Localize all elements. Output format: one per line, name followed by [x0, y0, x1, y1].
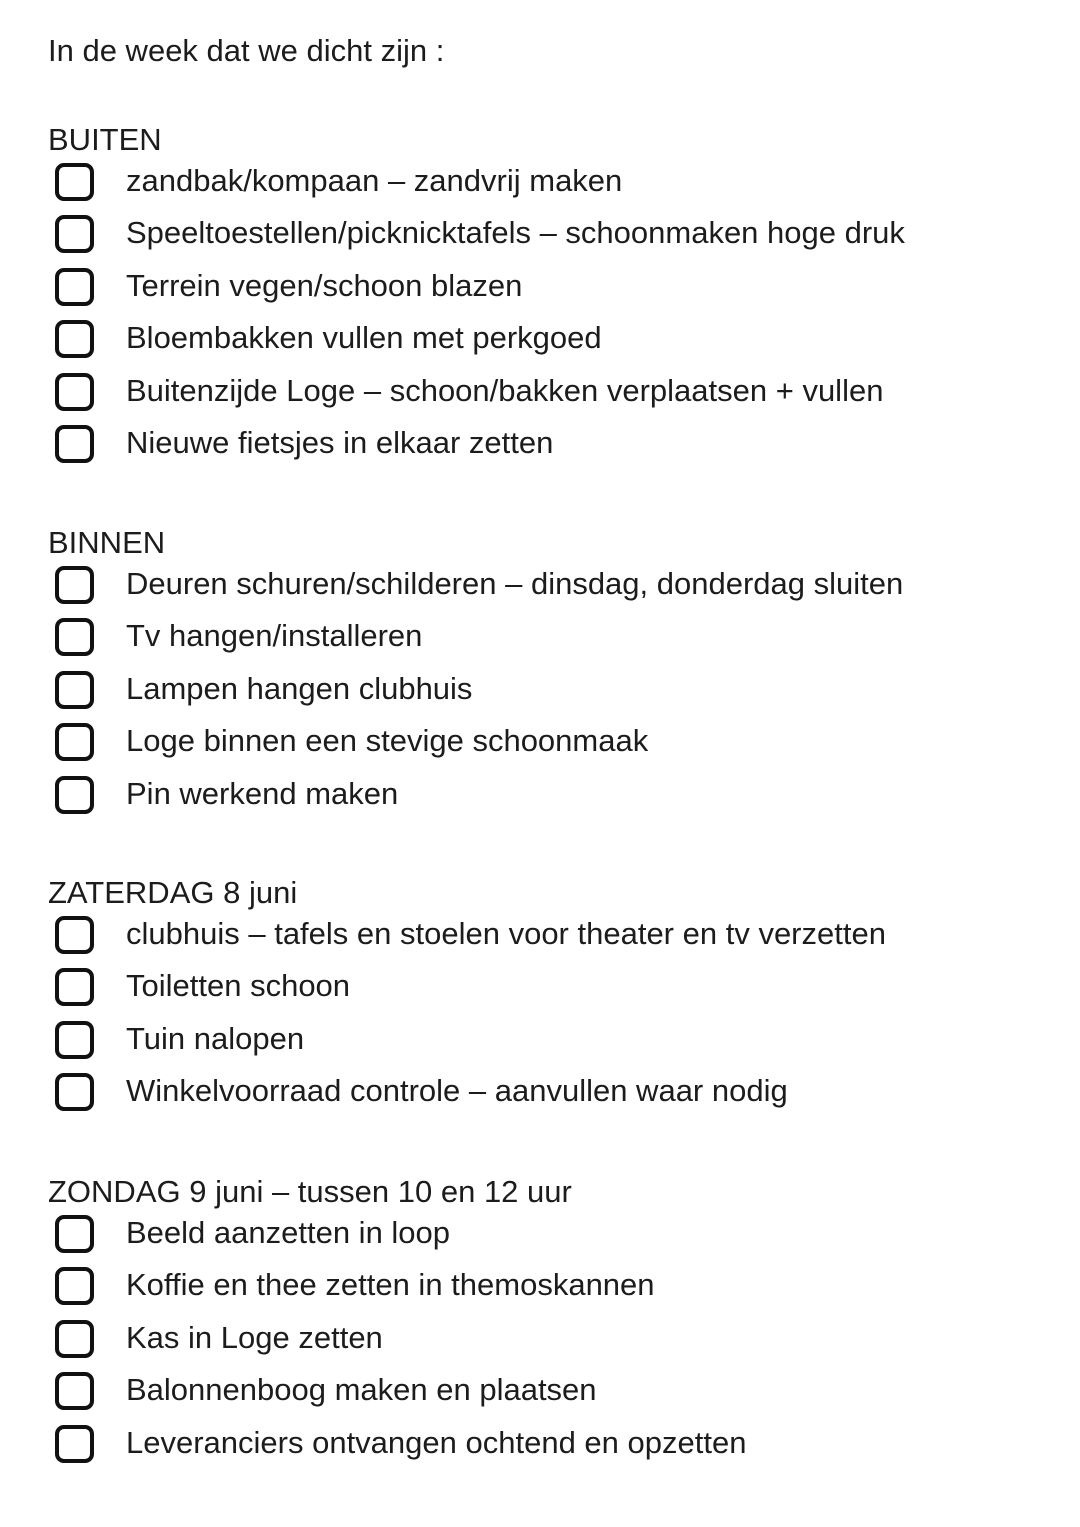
checkbox[interactable]: [55, 268, 94, 306]
checkbox[interactable]: [55, 1073, 94, 1111]
section-heading: ZONDAG 9 juni – tussen 10 en 12 uur: [48, 1174, 572, 1209]
checklist-item: [48, 315, 1048, 367]
checkbox[interactable]: [55, 916, 94, 954]
checklist-item-label: Buitenzijde Loge – schoon/bakken verplaatsen + vullen: [126, 372, 884, 408]
checklist-item: [48, 1210, 1048, 1262]
checklist-item: [48, 158, 1048, 210]
checklist-item-label: Winkelvoorraad controle – aanvullen waar nodig: [126, 1073, 788, 1109]
checklist-item: [48, 911, 1048, 963]
checklist-item-label: zandbak/kompaan – zandvrij maken: [126, 163, 623, 198]
checklist-item: [48, 1420, 1048, 1472]
checklist-item: [48, 771, 1048, 823]
checklist-item: [48, 1068, 1048, 1120]
checkbox[interactable]: [55, 1320, 94, 1358]
checklist-item: [48, 210, 1048, 262]
checklist-item-label: Leveranciers ontvangen ochtend en opzetten: [126, 1424, 747, 1460]
section-heading: BUITEN: [48, 122, 162, 157]
checkbox[interactable]: [55, 618, 94, 656]
checklist-item-label: Tuin nalopen: [126, 1020, 305, 1056]
checklist-item-label: Bloembakken vullen met perkgoed: [126, 320, 602, 356]
checkbox[interactable]: [55, 1021, 94, 1059]
checklist-item: [48, 963, 1048, 1015]
checklist-item: [48, 666, 1048, 718]
section-heading: BINNEN: [48, 525, 166, 560]
checklist-item-label: Pin werkend maken: [126, 775, 399, 811]
checkbox[interactable]: [55, 1267, 94, 1305]
checkbox[interactable]: [55, 1425, 94, 1463]
section-zondag: [48, 1174, 1048, 1472]
checkbox[interactable]: [55, 776, 94, 814]
checklist-item: [48, 1315, 1048, 1367]
checklist-item: [48, 1016, 1048, 1068]
checkbox[interactable]: [55, 425, 94, 463]
checklist-item-label: Koffie en thee zetten in themoskannen: [126, 1267, 655, 1303]
checkbox[interactable]: [55, 215, 94, 253]
checkbox[interactable]: [55, 968, 94, 1006]
checkbox[interactable]: [55, 320, 94, 358]
section-zaterdag: [48, 875, 1048, 1121]
section-buiten: [48, 122, 1048, 472]
section-heading: ZATERDAG 8 juni: [48, 875, 298, 910]
checkbox[interactable]: [55, 723, 94, 761]
checklist-item-label: clubhuis – tafels en stoelen voor theater en tv verzetten: [126, 916, 886, 951]
checklist-item: [48, 420, 1048, 472]
checklist-item: [48, 613, 1048, 665]
checklist-item-label: Terrein vegen/schoon blazen: [126, 267, 523, 303]
checklist-item-label: Speeltoestellen/picknicktafels – schoonmaken hoge druk: [126, 215, 905, 251]
checklist-item-label: Kas in Loge zetten: [126, 1319, 383, 1355]
checkbox[interactable]: [55, 671, 94, 709]
checklist-item: [48, 561, 1048, 613]
checkbox[interactable]: [55, 373, 94, 411]
checklist-item: [48, 263, 1048, 315]
checkbox[interactable]: [55, 1215, 94, 1253]
checklist-item-label: Toiletten schoon: [126, 968, 351, 1004]
checklist-item-label: Tv hangen/installeren: [126, 618, 423, 654]
checkbox[interactable]: [55, 1372, 94, 1410]
checklist-item-label: Deuren schuren/schilderen – dinsdag, donderdag sluiten: [126, 566, 904, 601]
checklist-item-label: Beeld aanzetten in loop: [126, 1215, 451, 1250]
checkbox[interactable]: [55, 566, 94, 604]
page-title: In de week dat we dicht zijn :: [48, 33, 445, 68]
section-binnen: [48, 525, 1048, 823]
checklist-item-label: Lampen hangen clubhuis: [126, 670, 473, 706]
checklist-item-label: Nieuwe fietsjes in elkaar zetten: [126, 424, 554, 460]
checklist-item: [48, 368, 1048, 420]
checklist-item-label: Loge binnen een stevige schoonmaak: [126, 723, 649, 759]
checklist-item-label: Balonnenboog maken en plaatsen: [126, 1372, 597, 1408]
checklist-item: [48, 1367, 1048, 1419]
checklist-item: [48, 718, 1048, 770]
checkbox[interactable]: [55, 163, 94, 201]
checklist-item: [48, 1262, 1048, 1314]
